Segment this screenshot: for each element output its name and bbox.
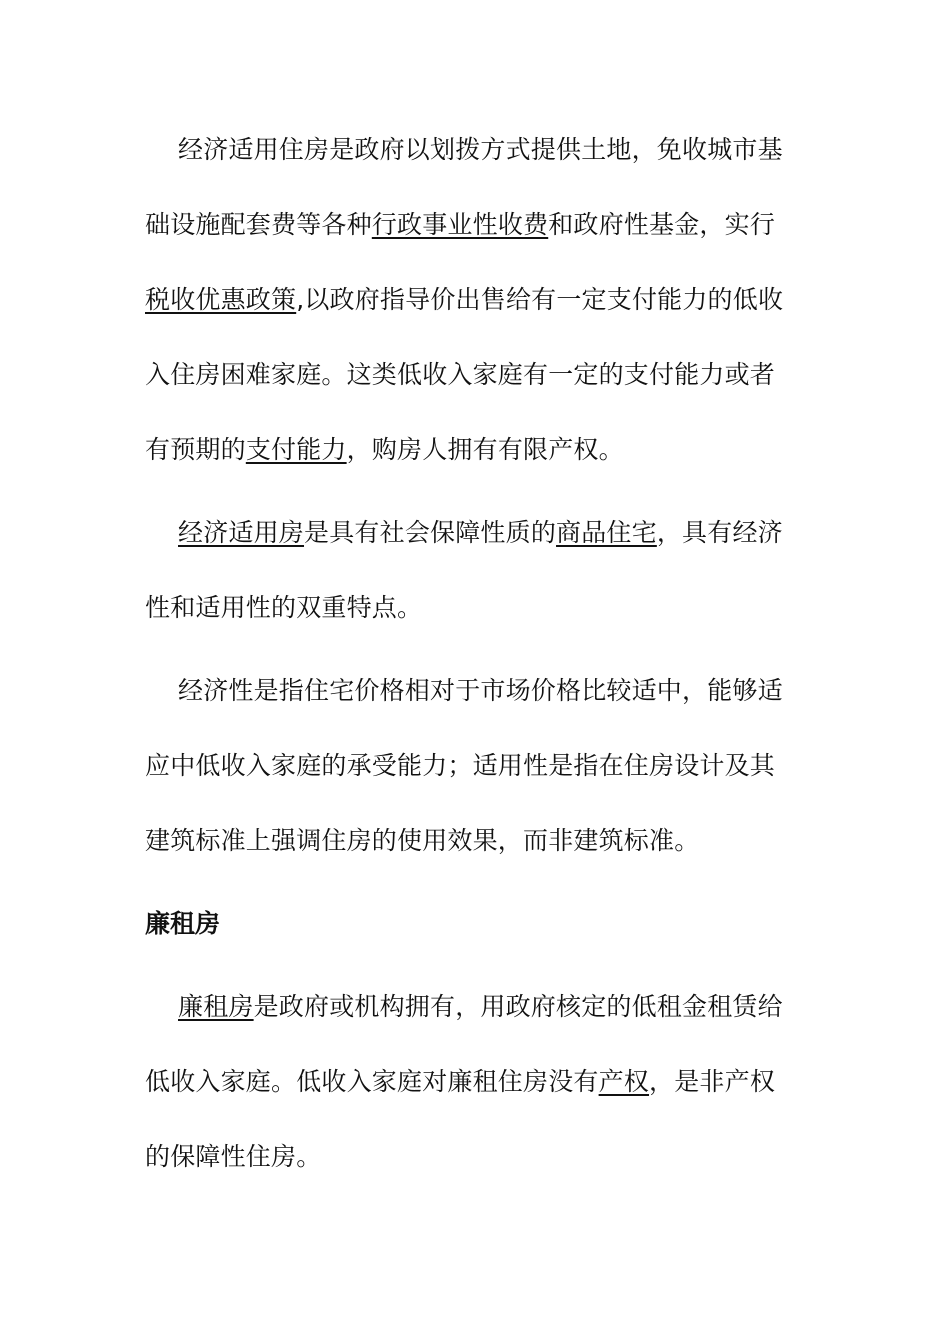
hyperlink[interactable]: 商品住宅 xyxy=(556,518,657,547)
text-segment: ，是非产权 xyxy=(649,1067,776,1096)
text-line xyxy=(145,112,805,187)
text-segment: 应中低收入家庭的承受能力；适用性是指在住房设计及其 xyxy=(145,751,776,780)
text-segment: ,以政府指导价出售给有一定支付能力的低收 xyxy=(296,285,784,314)
text-segment: 是具有社会保障性质的 xyxy=(304,518,557,547)
text-segment: 低收入家庭。低收入家庭对廉租住房没有 xyxy=(145,1067,599,1096)
text-line xyxy=(145,262,805,337)
text-line xyxy=(145,1044,805,1119)
text-segment: 入住房困难家庭。这类低收入家庭有一定的支付能力或者 xyxy=(145,360,776,389)
text-line xyxy=(145,570,805,645)
text-segment: 和政府性基金，实行 xyxy=(548,210,776,239)
text-line xyxy=(145,495,805,570)
text-line xyxy=(145,412,805,487)
section-economic-housing xyxy=(145,112,805,878)
hyperlink[interactable]: 税收优惠政策 xyxy=(145,285,297,314)
text-line xyxy=(145,337,805,412)
paragraph xyxy=(145,969,805,1194)
text-segment: 建筑标准上强调住房的使用效果，而非建筑标准。 xyxy=(145,826,700,855)
text-segment: 经济适用住房是政府以划拨方式提供土地，免收城市基 xyxy=(178,135,783,164)
text-segment: ，具有经济 xyxy=(656,518,783,547)
paragraph xyxy=(145,495,805,645)
text-line xyxy=(145,728,805,803)
text-segment: ，购房人拥有有限产权。 xyxy=(346,435,624,464)
text-line xyxy=(145,1119,805,1194)
section-low-rent-housing xyxy=(145,969,805,1194)
hyperlink[interactable]: 行政事业性收费 xyxy=(371,210,549,239)
document-page xyxy=(145,112,805,1202)
text-line xyxy=(145,187,805,262)
text-segment: 经济性是指住宅价格相对于市场价格比较适中，能够适 xyxy=(178,676,783,705)
text-line xyxy=(145,653,805,728)
hyperlink[interactable]: 产权 xyxy=(598,1067,650,1096)
text-segment: 的保障性住房。 xyxy=(145,1142,322,1171)
text-segment: 性和适用性的双重特点。 xyxy=(145,593,423,622)
paragraph xyxy=(145,653,805,878)
text-segment: 是政府或机构拥有，用政府核定的低租金租赁给 xyxy=(253,992,783,1021)
heading-low-rent-housing: 廉租房 xyxy=(145,909,221,938)
paragraph xyxy=(145,112,805,487)
text-segment: 有预期的 xyxy=(145,435,246,464)
hyperlink[interactable]: 经济适用房 xyxy=(178,518,305,547)
text-line xyxy=(145,803,805,878)
text-line xyxy=(145,969,805,1044)
text-segment: 础设施配套费等各种 xyxy=(145,210,372,239)
hyperlink[interactable]: 支付能力 xyxy=(245,435,347,464)
hyperlink[interactable]: 廉租房 xyxy=(178,992,254,1021)
